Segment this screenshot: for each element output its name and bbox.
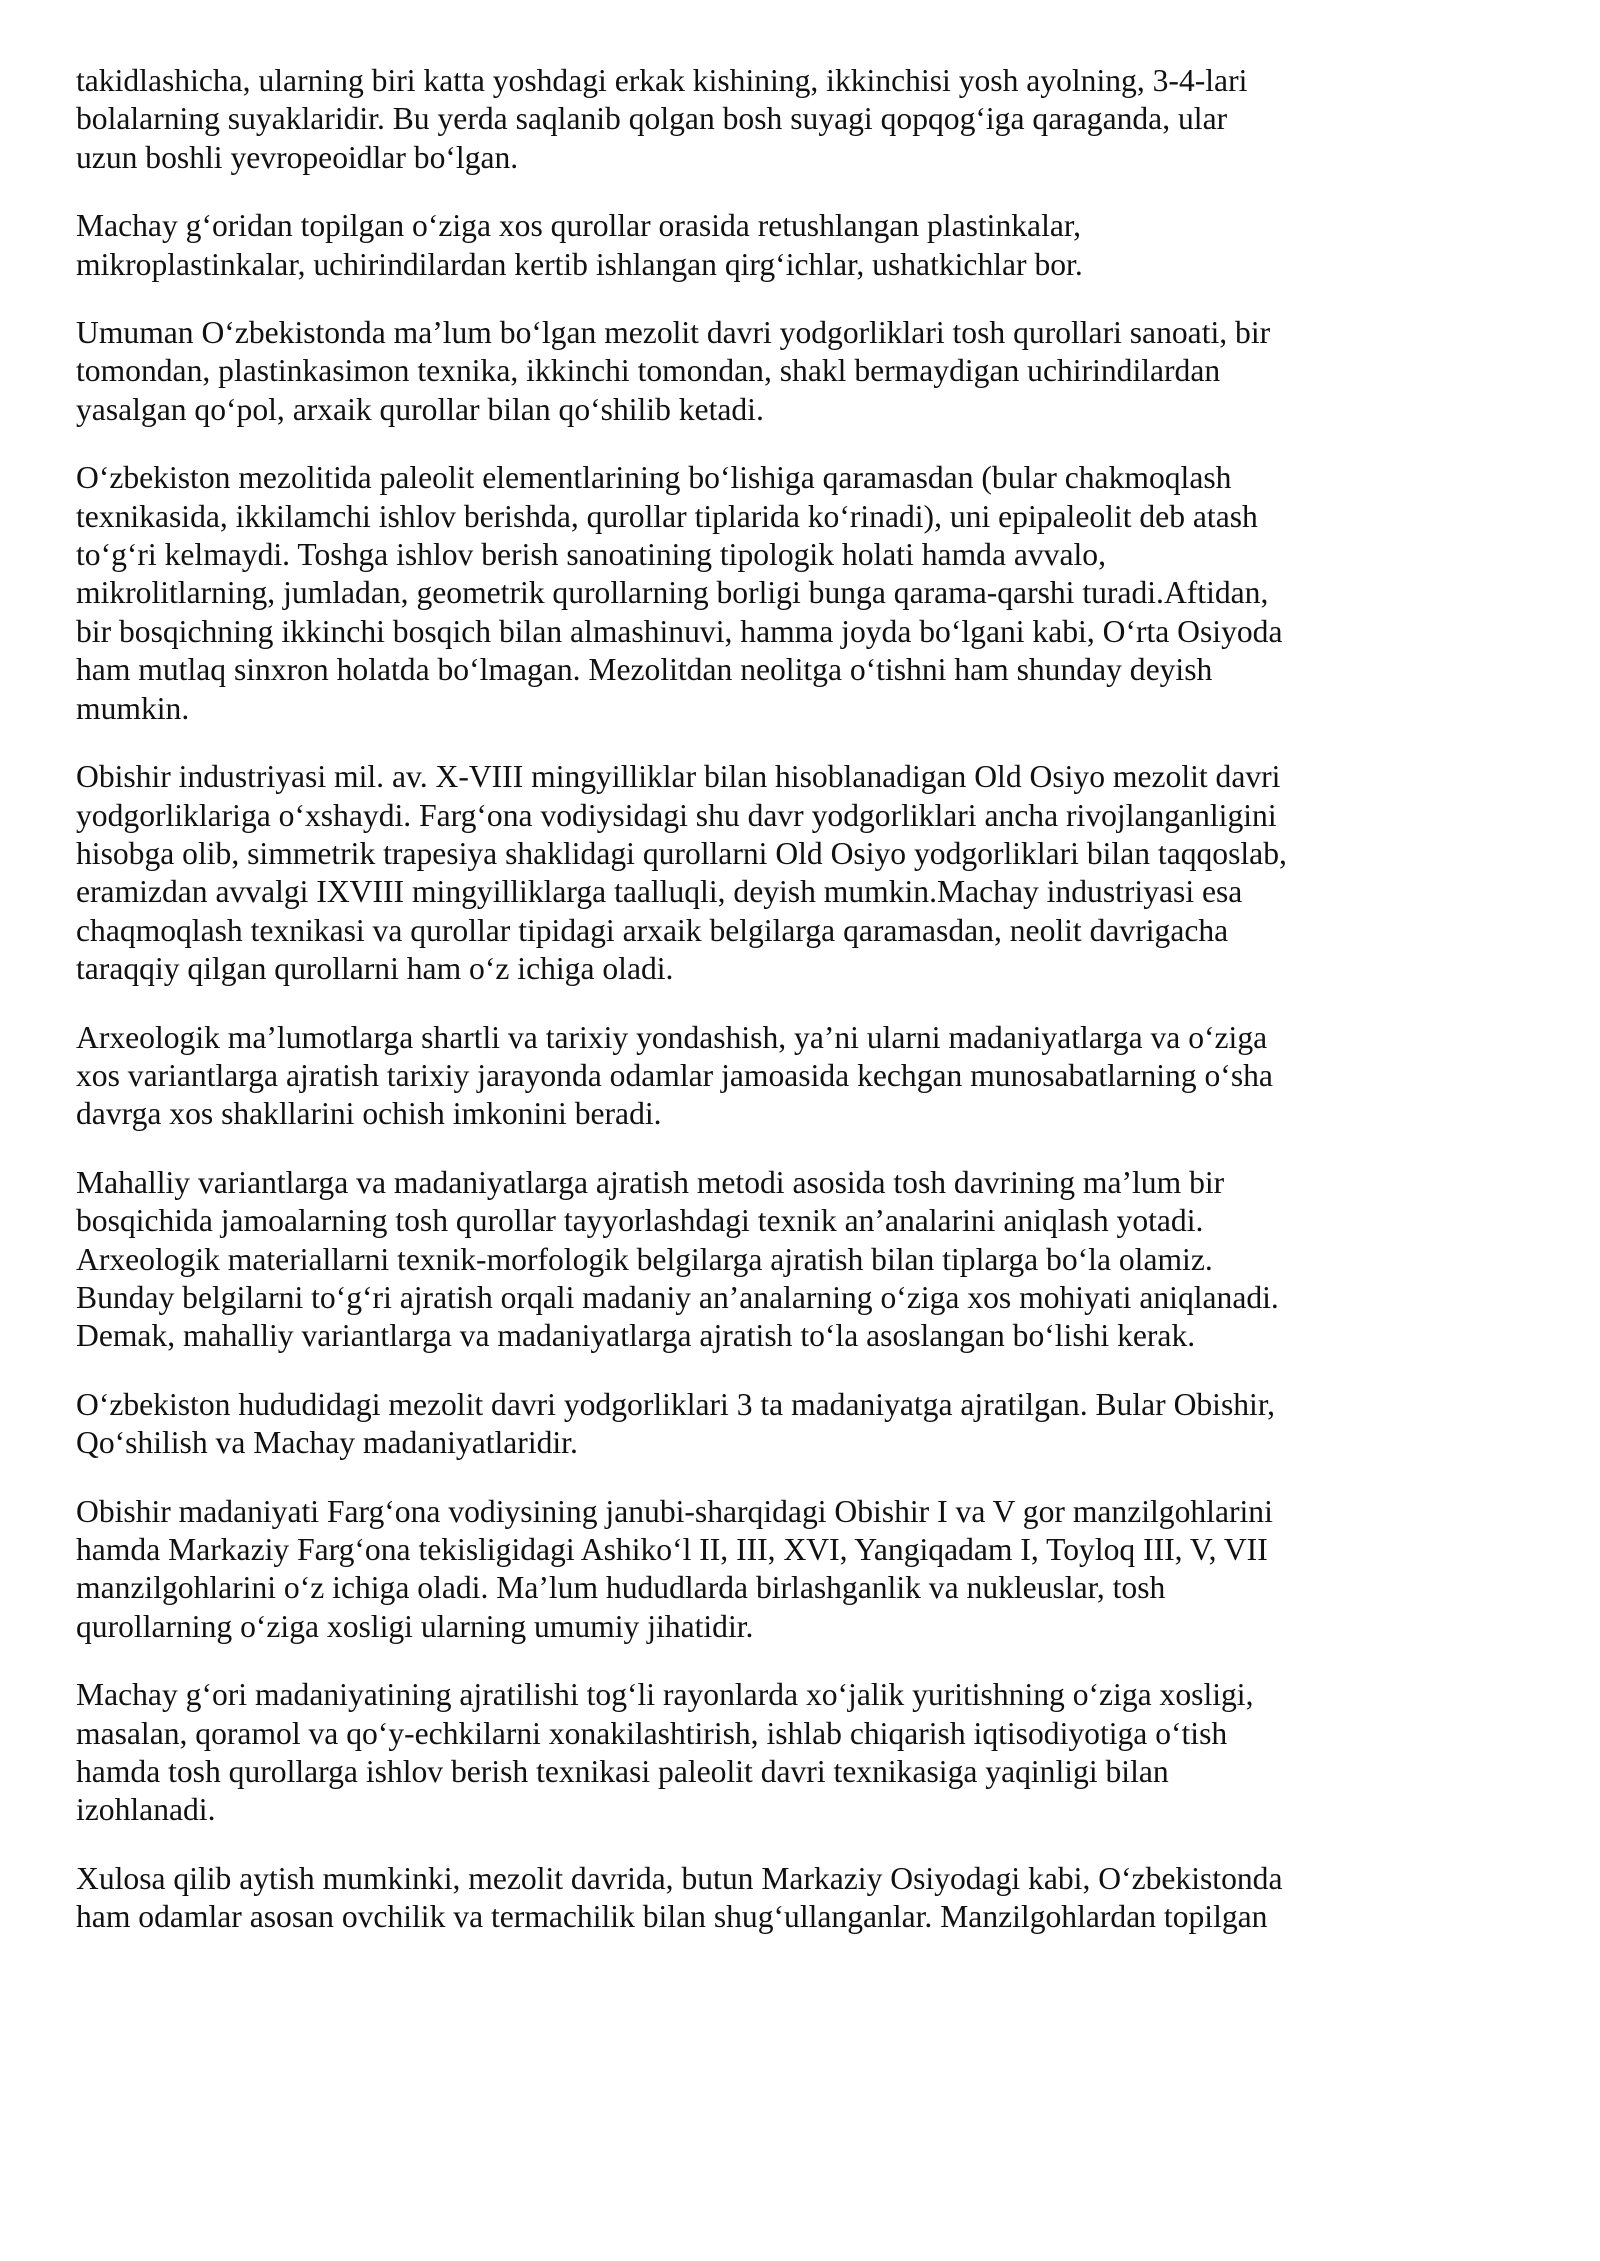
text-line: eramizdan avvalgi IXVIII mingyilliklarga taalluqli, deyish mumkin.Machay industriyasi esa <box>76 874 1243 910</box>
paragraph <box>76 62 1536 177</box>
text-line: Arxeologik materiallarni texnik-morfologik belgilarga ajratish bilan tiplarga bo‘la olamiz. <box>76 1241 1213 1277</box>
text-line: bosqichida jamoalarning tosh qurollar tayyorlashdagi texnik an’analarini aniqlash yotadi. <box>76 1203 1204 1239</box>
paragraph <box>76 459 1536 728</box>
text-line: chaqmoqlash texnikasi va qurollar tipidagi arxaik belgilarga qaramasdan, neolit davrigacha <box>76 912 1229 948</box>
text-line: Demak, mahalliy variantlarga va madaniyatlarga ajratish to‘la asoslangan bo‘lishi kerak. <box>76 1318 1196 1354</box>
text-line: Qo‘shilish va Machay madaniyatlaridir. <box>76 1425 578 1461</box>
paragraph <box>76 207 1536 284</box>
paragraph <box>76 758 1536 988</box>
document-page <box>76 62 1536 1967</box>
text-line: uzun boshli yevropeoidlar bo‘lgan. <box>76 139 519 175</box>
text-line: Obishir madaniyati Farg‘ona vodiysining janubi-sharqidagi Obishir I va V gor manzilgohlarini <box>76 1493 1273 1529</box>
text-line: mumkin. <box>76 690 190 726</box>
paragraph <box>76 1676 1536 1830</box>
paragraph <box>76 1493 1536 1647</box>
text-line: hisobga olib, simmetrik trapesiya shaklidagi qurollarni Old Osiyo yodgorliklari bilan taqqoslab, <box>76 835 1287 871</box>
text-line: texnikasida, ikkilamchi ishlov berishda, qurollar tiplarida ko‘rinadi), uni epipaleolit deb atash <box>76 498 1258 534</box>
text-line: bir bosqichning ikkinchi bosqich bilan almashinuvi, hamma joyda bo‘lgani kabi, O‘rta Osiyoda <box>76 613 1283 649</box>
paragraph <box>76 1860 1536 1937</box>
text-line: O‘zbekiston hududidagi mezolit davri yodgorliklari 3 ta madaniyatga ajratilgan. Bular Obishir, <box>76 1386 1275 1422</box>
text-line: Machay g‘ori madaniyatining ajratilishi tog‘li rayonlarda xo‘jalik yuritishning o‘ziga xosligi, <box>76 1677 1254 1713</box>
text-line: to‘g‘ri kelmaydi. Toshga ishlov berish sanoatining tipologik holati hamda avvalo, <box>76 537 1106 573</box>
paragraph <box>76 1019 1536 1134</box>
text-line: Umuman O‘zbekistonda ma’lum bo‘lgan mezolit davri yodgorliklari tosh qurollari sanoati, bir <box>76 315 1271 351</box>
text-line: davrga xos shakllarini ochish imkonini beradi. <box>76 1096 662 1132</box>
paragraph <box>76 1386 1536 1463</box>
text-line: Machay g‘oridan topilgan o‘ziga xos qurollar orasida retushlangan plastinkalar, <box>76 208 1082 244</box>
text-line: xos variantlarga ajratish tarixiy jarayonda odamlar jamoasida kechgan munosabatlarning o‘sha <box>76 1057 1273 1093</box>
text-line: hamda tosh qurollarga ishlov berish texnikasi paleolit davri texnikasiga yaqinligi bilan <box>76 1754 1169 1790</box>
text-line: yasalgan qo‘pol, arxaik qurollar bilan qo‘shilib ketadi. <box>76 391 764 427</box>
text-line: ham mutlaq sinxron holatda bo‘lmagan. Mezolitdan neolitga o‘tishni ham shunday deyish <box>76 652 1213 688</box>
text-line: Xulosa qilib aytish mumkinki, mezolit davrida, butun Markaziy Osiyodagi kabi, O‘zbekistonda <box>76 1860 1283 1896</box>
text-line: hamda Markaziy Farg‘ona tekisligidagi Ashiko‘l II, III, XVI, Yangiqadam I, Toyloq III, V, VII <box>76 1532 1268 1567</box>
text-line: mikrolitlarning, jumladan, geometrik qurollarning borligi bunga qarama-qarshi turadi.Aftidan, <box>76 575 1269 611</box>
paragraph <box>76 1164 1536 1356</box>
text-line: manzilgohlarini o‘z ichiga oladi. Ma’lum hududlarda birlashganlik va nukleuslar, tosh <box>76 1570 1166 1606</box>
text-line: Bunday belgilarni to‘g‘ri ajratish orqali madaniy an’analarning o‘ziga xos mohiyati aniqlanadi. <box>76 1279 1279 1315</box>
text-line: yodgorliklariga o‘xshaydi. Farg‘ona vodiysidagi shu davr yodgorliklari ancha rivojlanganligini <box>76 797 1277 833</box>
text-line: Mahalliy variantlarga va madaniyatlarga ajratish metodi asosida tosh davrining ma’lum bir <box>76 1164 1225 1200</box>
text-line: taraqqiy qilgan qurollarni ham o‘z ichiga oladi. <box>76 951 674 987</box>
text-line: masalan, qoramol va qo‘y-echkilarni xonakilashtirish, ishlab chiqarish iqtisodiyotiga o‘tish <box>76 1715 1228 1751</box>
text-line: qurollarning o‘ziga xosligi ularning umumiy jihatidir. <box>76 1608 754 1644</box>
text-line: tomondan, plastinkasimon texnika, ikkinchi tomondan, shakl bermaydigan uchirindilardan <box>76 353 1221 389</box>
text-line: Arxeologik ma’lumotlarga shartli va tarixiy yondashish, ya’ni ularni madaniyatlarga va o‘ziga <box>76 1019 1268 1055</box>
text-line: ham odamlar asosan ovchilik va termachilik bilan shug‘ullanganlar. Manzilgohlardan topilgan <box>76 1899 1268 1935</box>
text-line: takidlashicha, ularning biri katta yoshdagi erkak kishining, ikkinchisi yosh ayolning, 3-4-lari <box>76 63 1248 98</box>
text-line: mikroplastinkalar, uchirindilardan kertib ishlangan qirg‘ichlar, ushatkichlar bor. <box>76 246 1083 282</box>
text-line: Obishir industriyasi mil. av. X-VIII mingyilliklar bilan hisoblanadigan Old Osiyo mezolit davri <box>76 759 1281 795</box>
paragraph <box>76 314 1536 429</box>
text-line: bolalarning suyaklaridir. Bu yerda saqlanib qolgan bosh suyagi qopqog‘iga qaraganda, ular <box>76 101 1228 137</box>
text-line: O‘zbekiston mezolitida paleolit elementlarining bo‘lishiga qaramasdan (bular chakmoqlash <box>76 460 1232 496</box>
text-line: izohlanadi. <box>76 1792 216 1828</box>
